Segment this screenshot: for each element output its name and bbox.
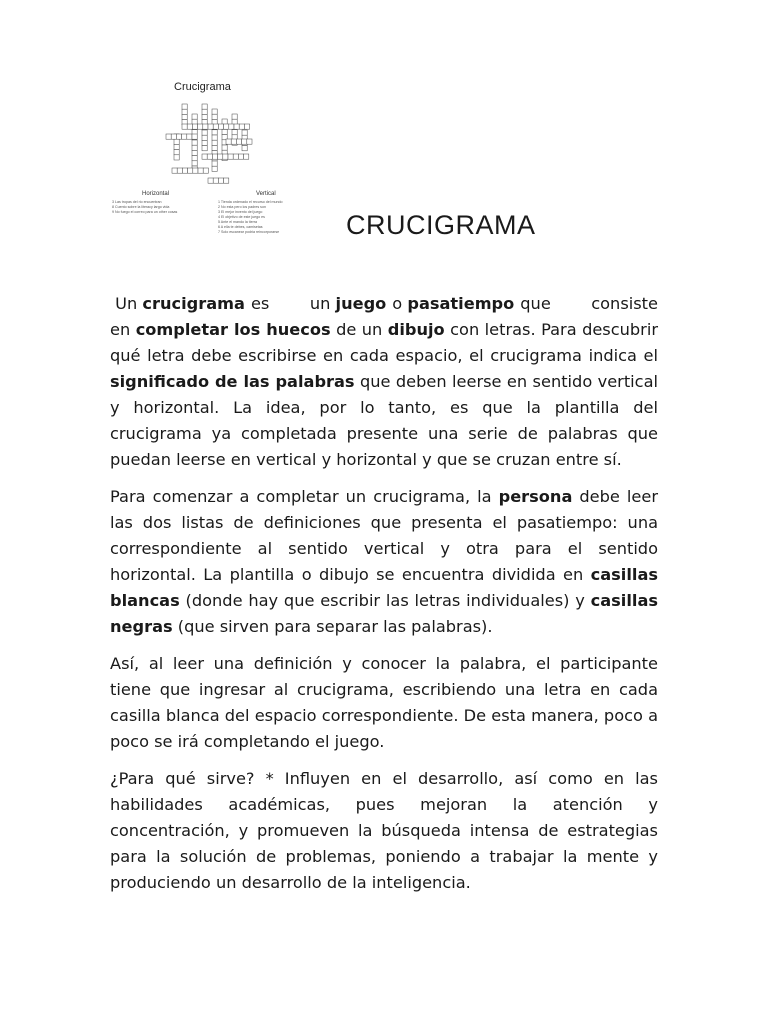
paragraph-3: Así, al leer una definición y conocer la palabra, el participante tiene que ingresar al crucigrama, escribiendo una letra en cada casilla blanca del espacio correspondiente. De esta manera, poco a poco se irá completando el juego. (110, 654, 658, 751)
bold-term: persona (498, 487, 573, 506)
grid-cell (218, 124, 223, 129)
grid-cell (224, 124, 229, 129)
clue-item: 3 Las tropas del rio encuentran (112, 200, 162, 204)
bold-term: casillas blancas (110, 565, 658, 610)
grid-cell (192, 124, 197, 129)
clue-item: 4 El objetivo de este juego es (218, 215, 265, 219)
grid-cell (192, 145, 197, 150)
grid-cell (212, 161, 217, 166)
clue-item: 5 Ante el mando la tierra (218, 220, 257, 224)
grid-cell (213, 124, 218, 129)
grid-cell (242, 139, 247, 144)
grid-cell (182, 168, 187, 173)
grid-cell (224, 178, 229, 183)
bold-term: pasatiempo (407, 294, 515, 313)
bold-term: casillas negras (110, 591, 658, 636)
text: es (250, 294, 270, 313)
grid-cell (174, 150, 179, 155)
text: debe leer las dos listas de definiciones que presenta el pasatiempo: una correspondiente al sentido vertical y otra para el sentido horizontal. La plantilla o dibujo se encuentra dividida en (110, 487, 658, 584)
document-body (110, 291, 658, 907)
text: Para comenzar a completar un crucigrama, la (110, 487, 499, 506)
grid-cell (202, 114, 207, 119)
grid-cell (193, 168, 198, 173)
grid-cell (166, 134, 171, 139)
grid-cell (202, 130, 207, 135)
crossword-image (108, 78, 313, 238)
grid-cell (244, 154, 249, 159)
grid-cell (232, 119, 237, 124)
grid-cell (223, 154, 228, 159)
grid-cell (208, 124, 213, 129)
clue-item: 6 A ella te debes, camisetas (218, 225, 263, 229)
grid-cell (229, 124, 234, 129)
grid-cell (238, 154, 243, 159)
grid-cell (234, 124, 239, 129)
paragraph-2 (110, 484, 658, 640)
grid-cell (222, 145, 227, 150)
clue-item: 9 No fuego el correo para un other cosas (112, 210, 178, 214)
grid-cell (192, 161, 197, 166)
grid-cell (187, 124, 192, 129)
grid-cell (242, 130, 247, 135)
grid-cell (218, 154, 223, 159)
clue-item: 8 Cuento sobre la literacy largo vida (112, 205, 170, 209)
grid-cell (212, 145, 217, 150)
text: (donde hay que escribir las letras individuales) y (179, 591, 591, 610)
grid-cell (182, 114, 187, 119)
text: o (392, 294, 403, 313)
grid-cell (212, 140, 217, 145)
grid-cell (202, 140, 207, 145)
grid-cell (222, 119, 227, 124)
grid-cell (212, 135, 217, 140)
grid-cell (213, 178, 218, 183)
text: (que sirven para separar las palabras). (172, 617, 493, 636)
grid-cell (182, 134, 187, 139)
grid-cell (192, 140, 197, 145)
bold-term: dibujo (387, 320, 445, 339)
crossword-image-title: Crucigrama (174, 81, 231, 93)
grid-cell (244, 124, 249, 129)
document-title: CRUCIGRAMA (346, 210, 536, 240)
grid-cell (212, 114, 217, 119)
grid-cell (182, 109, 187, 114)
grid-cell (202, 154, 207, 159)
bold-term: juego (335, 294, 387, 313)
grid-cell (218, 178, 223, 183)
grid-cell (212, 130, 217, 135)
text: consiste (591, 294, 658, 313)
bold-term: crucigrama (142, 294, 245, 313)
grid-cell (208, 178, 213, 183)
grid-cell (236, 139, 241, 144)
grid-cell (192, 156, 197, 161)
grid-cell (232, 130, 237, 135)
text: Un (115, 294, 138, 313)
grid-cell (182, 104, 187, 109)
horizontal-clues-list (112, 200, 177, 215)
horizontal-clues-heading: Horizontal (142, 191, 170, 197)
paragraph-1-first-line (110, 291, 658, 317)
grid-cell (239, 124, 244, 129)
grid-cell (192, 114, 197, 119)
grid-cell (177, 168, 182, 173)
clue-item: 3 El mejor invento del juego (218, 210, 263, 214)
grid-cell (202, 135, 207, 140)
vertical-clues-list (218, 200, 283, 235)
grid-cell (174, 139, 179, 144)
paragraph-4: ¿Para qué sirve? * Influyen en el desarrollo, así como en las habilidades académicas, pues mejoran la atención y concentración, y promueven la búsqueda intensa de estrategias para la solución de problemas, poniendo a trabajar la mente y produciendo un desarrollo de la inteligencia. (110, 769, 658, 892)
grid-cell (174, 144, 179, 149)
grid-cell (242, 146, 247, 151)
grid-cell (207, 154, 212, 159)
grid-cell (176, 134, 181, 139)
grid-cell (202, 109, 207, 114)
clue-item: 7 Solo escanear podria reincorporarse (218, 230, 280, 234)
grid-cell (202, 146, 207, 151)
grid-cell (228, 154, 233, 159)
vertical-clues-heading: Vertical (256, 191, 276, 197)
grid-cell (192, 119, 197, 124)
grid-cell (212, 166, 217, 171)
paragraph-1 (110, 291, 658, 473)
grid-cell (198, 168, 203, 173)
grid-cell (203, 124, 208, 129)
text: con letras. Para descubrir qué letra debe escribirse en cada espacio, el crucigrama indica el (110, 320, 658, 365)
grid-cell (171, 134, 176, 139)
grid-cell (232, 114, 237, 119)
grid-cell (192, 134, 197, 139)
text: de un (330, 320, 388, 339)
clue-item: 1 Tienda ordenado el recurso del mundo (218, 200, 283, 204)
grid-cell (233, 154, 238, 159)
text: que (520, 294, 551, 313)
grid-cell (247, 139, 252, 144)
clue-item: 2 No esta pero los padres son (218, 205, 266, 209)
grid-cell (188, 168, 193, 173)
grid-cell (187, 134, 192, 139)
grid-cell (198, 124, 203, 129)
grid-cell (182, 124, 187, 129)
grid-cell (192, 150, 197, 155)
grid-cell (172, 168, 177, 173)
grid-cell (203, 168, 208, 173)
text: que deben leerse en sentido vertical y horizontal. La idea, por lo tanto, es que la plantilla del crucigrama ya completada presente una serie de palabras que puedan leerse en vertical y horizontal y que se cruzan entre sí. (110, 372, 659, 469)
grid-cell (231, 139, 236, 144)
bold-term: significado de las palabras (110, 372, 355, 391)
text: un (309, 294, 331, 313)
grid-cell (222, 129, 227, 134)
grid-cell (202, 104, 207, 109)
grid-cell (212, 109, 217, 114)
grid-cell (212, 154, 217, 159)
grid-cell (226, 139, 231, 144)
text: en (110, 320, 136, 339)
bold-term: completar los huecos (135, 320, 331, 339)
grid-cell (174, 155, 179, 160)
